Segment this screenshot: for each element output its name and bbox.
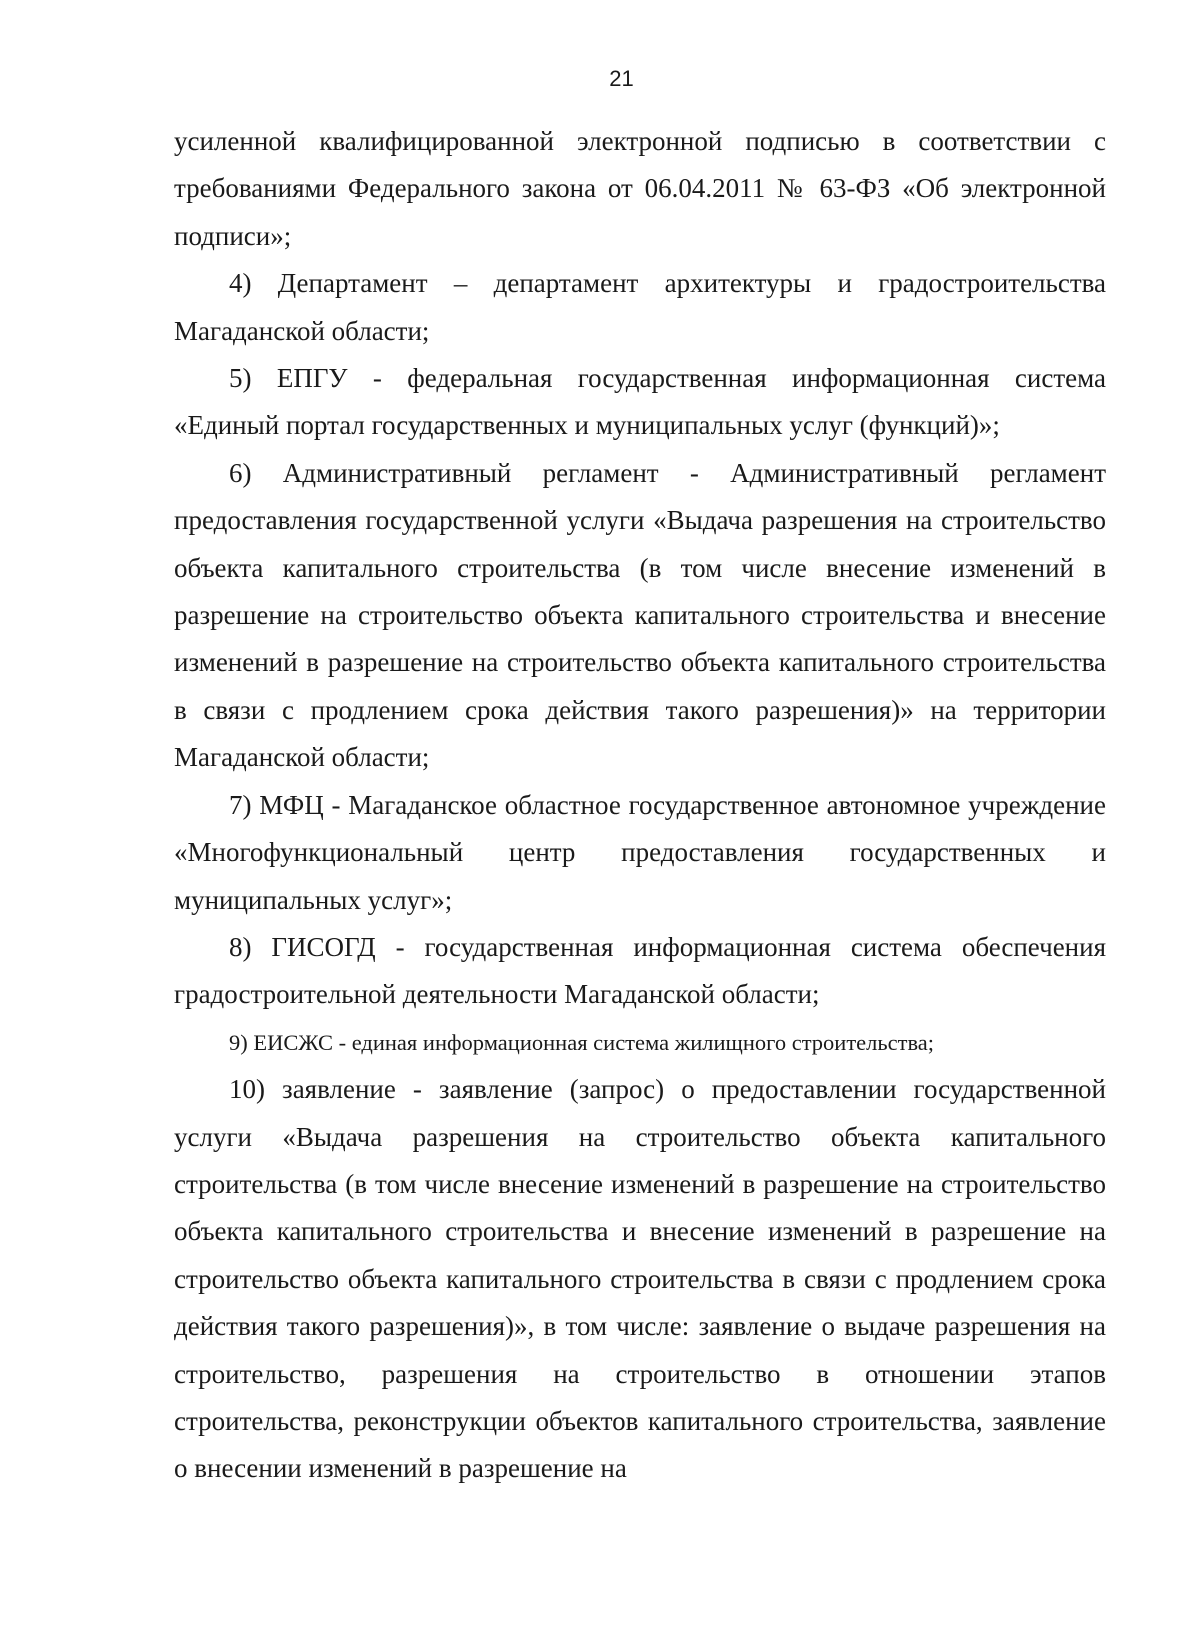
document-body xyxy=(174,118,1106,1493)
paragraph-item-10: 10) заявление - заявление (запрос) о предоставлении государственной услуги «Выдача разрешения на строительство объекта капитального строительства (в том числе внесение изменений в разрешение на строительство объекта капитального строительства и внесение изменений в разрешение на строительство объекта капитального строительства в связи с продлением срока действия такого разрешения)», в том числе: заявление о выдаче разрешения на строительство, разрешения на строительство в отношении этапов строительства, реконструкции объектов капитального строительства, заявление о внесении изменений в разрешение на xyxy=(174,1074,1106,1484)
paragraph-item-5: 5) ЕПГУ - федеральная государственная информационная система «Единый портал государственных и муниципальных услуг (функций)»; xyxy=(174,363,1106,441)
paragraph-item-8: 8) ГИСОГД - государственная информационная система обеспечения градостроительной деятельности Магаданской области; xyxy=(174,931,1106,1010)
paragraph-item-7: 7) МФЦ - Магаданское областное государственное автономное учреждение «Многофункциональный центр предоставления государственных и муниципальных услуг»; xyxy=(174,789,1106,915)
paragraph-item-4: 4) Департамент – департамент архитектуры и градостроительства Магаданской области; xyxy=(174,268,1106,346)
page-number: 21 xyxy=(609,66,634,91)
paragraph-item-6: 6) Административный регламент - Административный регламент предоставления государственной услуги «Выдача разрешения на строительство объекта капитального строительства (в том числе внесение изменений в разрешение на строительство объекта капитального строительства и внесение изменений в разрешение на строительство объекта капитального строительства в связи с продлением срока действия такого разрешения)» на территории Магаданской области; xyxy=(174,457,1106,773)
paragraph-item-9: 9) ЕИСЖС - единая информационная система жилищного строительства; xyxy=(229,1029,935,1055)
paragraph-continuation: усиленной квалифицированной электронной подписью в соответствии с требованиями Федерального закона от 06.04.2011 № 63-ФЗ «Об электронной подписи»; xyxy=(174,126,1106,251)
